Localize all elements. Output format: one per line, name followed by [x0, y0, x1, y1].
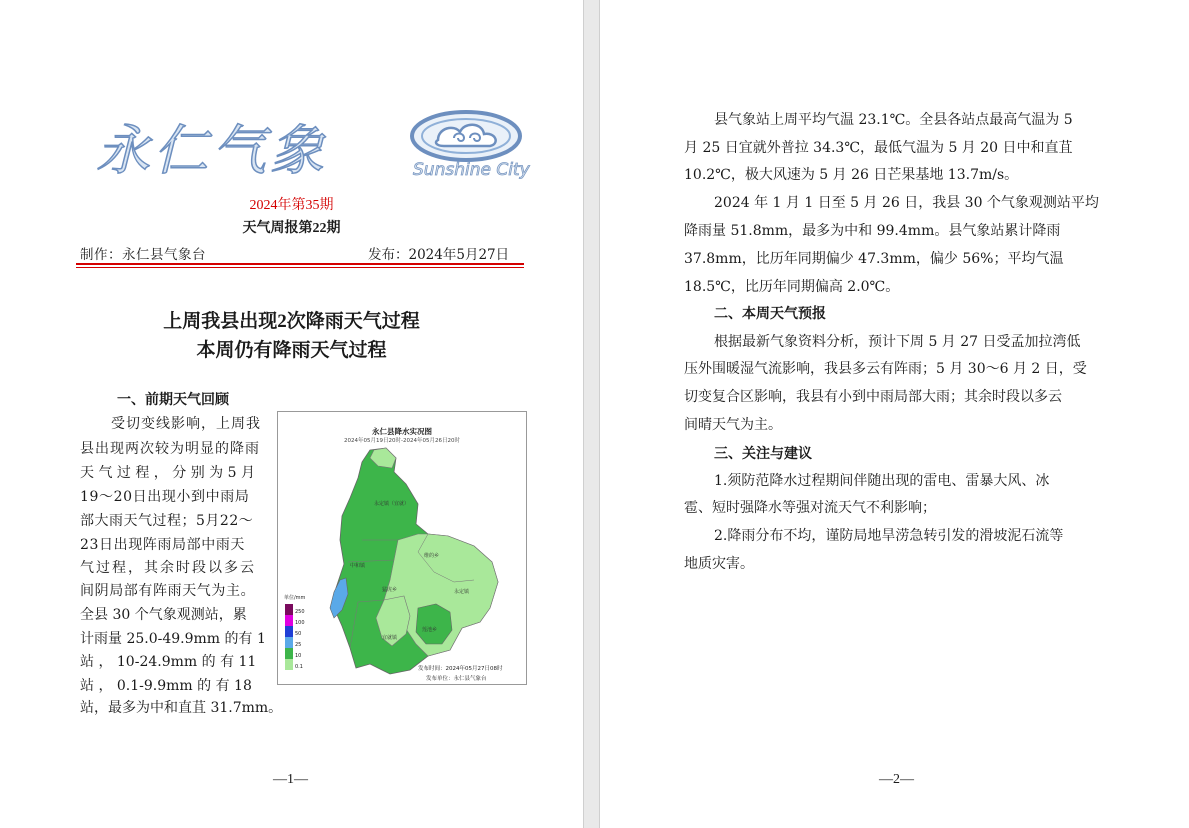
body-line: 18.5℃，比历年同期偏高 2.0℃。	[684, 279, 900, 295]
map-publish-time: 发布时间：2024年05月27日08时	[418, 666, 503, 672]
logo-subtitle: Sunshine City	[413, 160, 530, 180]
maker-label: 制作：永仁县气象台	[80, 247, 206, 263]
body-line: 站，最多为中和直苴 31.7mm。	[80, 700, 283, 716]
body-line: 根据最新气象资料分析，预计下周 5 月 27 日受孟加拉湾低	[714, 334, 1081, 350]
headline-line-2: 本周仍有降雨天气过程	[196, 340, 387, 361]
town-label: 莲池乡	[422, 627, 438, 633]
body-line: 计雨量 25.0-49.9mm 的有 1	[80, 631, 266, 647]
publish-date: 发布：2024年5月27日	[368, 247, 510, 263]
headline-line-1: 上周我县出现2次降雨天气过程	[163, 311, 420, 332]
map-publish-unit: 发布单位：永仁县气象台	[426, 676, 487, 682]
body-line: 37.8mm，比历年同期偏少 47.3mm，偏少 56%；平均气温	[684, 251, 1064, 267]
legend-label: 0.1	[295, 664, 303, 670]
legend-label: 100	[295, 620, 305, 626]
body-line: 10.2℃，极大风速为 5 月 26 日芒果基地 13.7m/s。	[684, 167, 1019, 183]
legend-swatch	[285, 648, 293, 659]
body-line: 19～20日出现小到中雨局	[80, 489, 250, 505]
town-label: 永定镇（宜就）	[374, 501, 410, 507]
body-line: 2.降雨分布不均，谨防局地旱涝急转引发的滑坡泥石流等	[714, 528, 1064, 544]
cloud-swirl-icon	[410, 110, 522, 162]
town-label: 中和镇	[350, 563, 366, 569]
town-label: 猛虎乡	[382, 587, 398, 593]
body-line: 雹、短时强降水等强对流天气不利影响；	[684, 500, 936, 516]
legend-label: 25	[295, 642, 302, 648]
page-number: —1—	[273, 772, 308, 787]
body-line: 间晴天气为主。	[684, 417, 782, 433]
body-line: 县气象站上周平均气温 23.1℃。全县各站点最高气温为 5	[714, 112, 1073, 128]
body-line: 部大雨天气过程；5月22～	[80, 513, 254, 529]
map-subtitle: 2024年05月19日20时-2024年05月26日20时	[344, 438, 460, 444]
body-line: 天 气 过 程 ， 分 别 为 5 月	[80, 465, 255, 481]
precipitation-map	[277, 411, 527, 685]
body-line: 受切变线影响，上周我	[111, 416, 261, 432]
section-heading-advice: 三、关注与建议	[714, 445, 812, 461]
legend-label: 10	[295, 653, 302, 659]
body-line: 间阴局部有阵雨天气为主。	[80, 583, 256, 599]
town-label: 宜就镇	[382, 635, 398, 641]
body-line: 站 ， 10-24.9mm 的 有 11	[80, 654, 257, 670]
town-label: 永定镇	[454, 589, 470, 595]
page-gutter	[583, 0, 600, 828]
legend-swatch	[285, 659, 293, 670]
body-line: 县出现两次较为明显的降雨	[80, 441, 260, 457]
legend-swatch	[285, 615, 293, 626]
legend-swatch	[285, 637, 293, 648]
map-title: 永仁县降水实况图	[372, 427, 432, 436]
town-label: 维的乡	[424, 553, 440, 559]
header-rule-thin	[76, 267, 524, 268]
document-page-2	[600, 0, 1189, 828]
document-page-1	[0, 0, 583, 828]
issue-number: 2024年第35期	[249, 198, 334, 213]
legend-label: 250	[295, 609, 305, 615]
weekly-issue: 天气周报第22期	[242, 221, 341, 236]
body-line: 月 25 日宜就外普拉 34.3℃，最低气温为 5 月 20 日中和直苴	[684, 140, 1073, 156]
section-heading-review: 一、前期天气回顾	[117, 391, 229, 407]
page-number: —2—	[879, 772, 914, 787]
section-heading-forecast: 二、本周天气预报	[714, 305, 826, 321]
legend-swatch	[285, 604, 293, 615]
county-map-shape	[278, 412, 526, 684]
legend-swatch	[285, 626, 293, 637]
body-line: 2024 年 1 月 1 日至 5 月 26 日，我县 30 个气象观测站平均	[714, 195, 1099, 211]
body-line: 1.须防范降水过程期间伴随出现的雷电、雷暴大风、冰	[714, 473, 1050, 489]
body-line: 站 ， 0.1-9.9mm 的 有 18	[80, 678, 252, 694]
body-line: 23日出现阵雨局部中雨天	[80, 537, 246, 553]
body-line: 全县 30 个气象观测站，累	[80, 607, 247, 623]
legend-title: 单位/mm	[284, 595, 306, 601]
header-rule	[76, 263, 524, 265]
body-line: 切变复合区影响，我县有小到中雨局部大雨；其余时段以多云	[684, 389, 1062, 405]
body-line: 压外围暖湿气流影响，我县多云有阵雨；5 月 30～6 月 2 日，受	[684, 361, 1087, 377]
logo-title: 永仁气象	[96, 119, 328, 182]
body-line: 降雨量 51.8mm，最多为中和 99.4mm。县气象站累计降雨	[684, 223, 1061, 239]
body-line: 气过程，其余时段以多云	[80, 560, 256, 576]
legend-label: 50	[295, 631, 302, 637]
body-line: 地质灾害。	[684, 556, 754, 572]
